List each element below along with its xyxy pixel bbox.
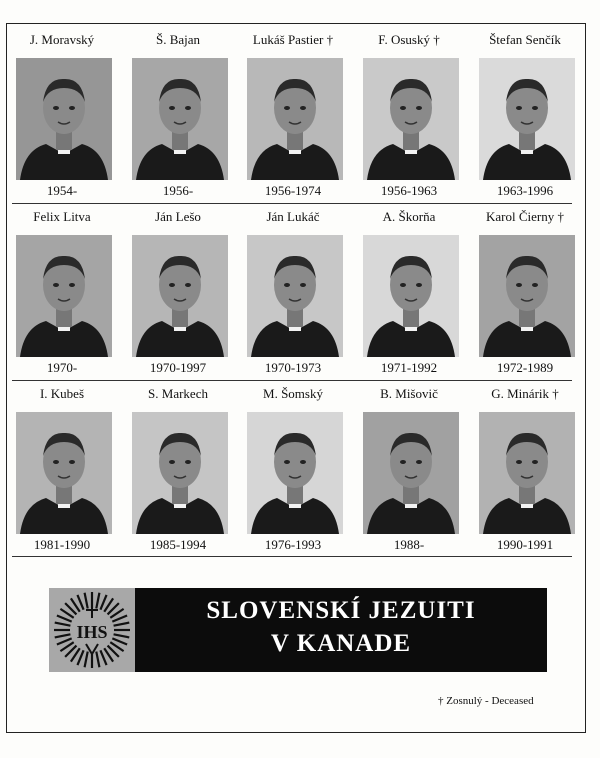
person-name: Lukáš Pastier †	[252, 32, 334, 47]
service-years: 1954-	[46, 183, 78, 198]
person-name: Š. Bajan	[155, 32, 201, 47]
title-banner	[49, 588, 547, 672]
service-years: 1956-1963	[380, 183, 438, 198]
service-years: 1970-1973	[264, 360, 322, 375]
service-years: 1956-	[162, 183, 194, 198]
portrait-card	[12, 32, 112, 202]
portrait-photo	[132, 412, 228, 534]
banner-title-line1: SLOVENSKÍ JEZUITI	[206, 597, 476, 624]
person-name: Štefan Senčík	[489, 32, 561, 47]
service-years: 1990-1991	[496, 537, 554, 552]
portrait-photo	[363, 412, 459, 534]
row-separator	[12, 380, 572, 381]
portrait-photo	[16, 235, 112, 357]
service-years: 1972-1989	[496, 360, 554, 375]
person-name: B. Mišovič	[380, 386, 438, 401]
person-name: A. Škorňa	[382, 209, 436, 224]
person-name: M. Šomský	[263, 386, 323, 401]
person-name: G. Minárik †	[491, 386, 559, 401]
service-years: 1956-1974	[264, 183, 322, 198]
row-separator	[12, 203, 572, 204]
portrait-card	[359, 209, 459, 379]
deceased-footnote: † Zosnulý - Deceased	[438, 695, 534, 707]
portrait-card	[243, 209, 343, 379]
service-years: 1988-	[393, 537, 425, 552]
service-years: 1963-1996	[496, 183, 554, 198]
portrait-card	[128, 386, 228, 556]
service-years: 1985-1994	[149, 537, 207, 552]
portrait-photo	[247, 58, 343, 180]
portrait-card	[475, 209, 575, 379]
portrait-card	[243, 386, 343, 556]
portrait-row	[12, 209, 584, 389]
service-years: 1976-1993	[264, 537, 322, 552]
portrait-photo	[479, 412, 575, 534]
portrait-card	[12, 386, 112, 556]
person-name: Karol Čierny †	[486, 209, 564, 224]
service-years: 1971-1992	[380, 360, 438, 375]
person-name: I. Kubeš	[39, 386, 85, 401]
person-name: Felix Litva	[33, 209, 91, 224]
portrait-row	[12, 386, 584, 566]
portrait-photo	[363, 58, 459, 180]
person-name: Ján Lukáč	[266, 209, 320, 224]
banner-title-line2: V KANADE	[270, 630, 412, 657]
service-years: 1970-	[46, 360, 78, 375]
person-name: J. Moravský	[29, 32, 95, 47]
portrait-card	[128, 32, 228, 202]
jesuit-seal-icon	[49, 588, 135, 672]
portrait-photo	[247, 235, 343, 357]
portrait-photo	[132, 58, 228, 180]
portrait-photo	[132, 235, 228, 357]
portrait-card	[243, 32, 343, 202]
portrait-card	[475, 32, 575, 202]
portrait-photo	[479, 235, 575, 357]
person-name: S. Markech	[148, 386, 208, 401]
portrait-card	[359, 386, 459, 556]
portrait-card	[359, 32, 459, 202]
portrait-row	[12, 32, 584, 212]
portrait-photo	[479, 58, 575, 180]
portrait-card	[12, 209, 112, 379]
svg-text:IHS: IHS	[76, 622, 108, 642]
portrait-photo	[16, 412, 112, 534]
portrait-card	[128, 209, 228, 379]
row-separator	[12, 556, 572, 557]
person-name: F. Osuský †	[378, 32, 440, 47]
portrait-photo	[247, 412, 343, 534]
service-years: 1981-1990	[33, 537, 91, 552]
portrait-card	[475, 386, 575, 556]
service-years: 1970-1997	[149, 360, 207, 375]
portrait-photo	[16, 58, 112, 180]
person-name: Ján Lešo	[155, 209, 201, 224]
portrait-photo	[363, 235, 459, 357]
